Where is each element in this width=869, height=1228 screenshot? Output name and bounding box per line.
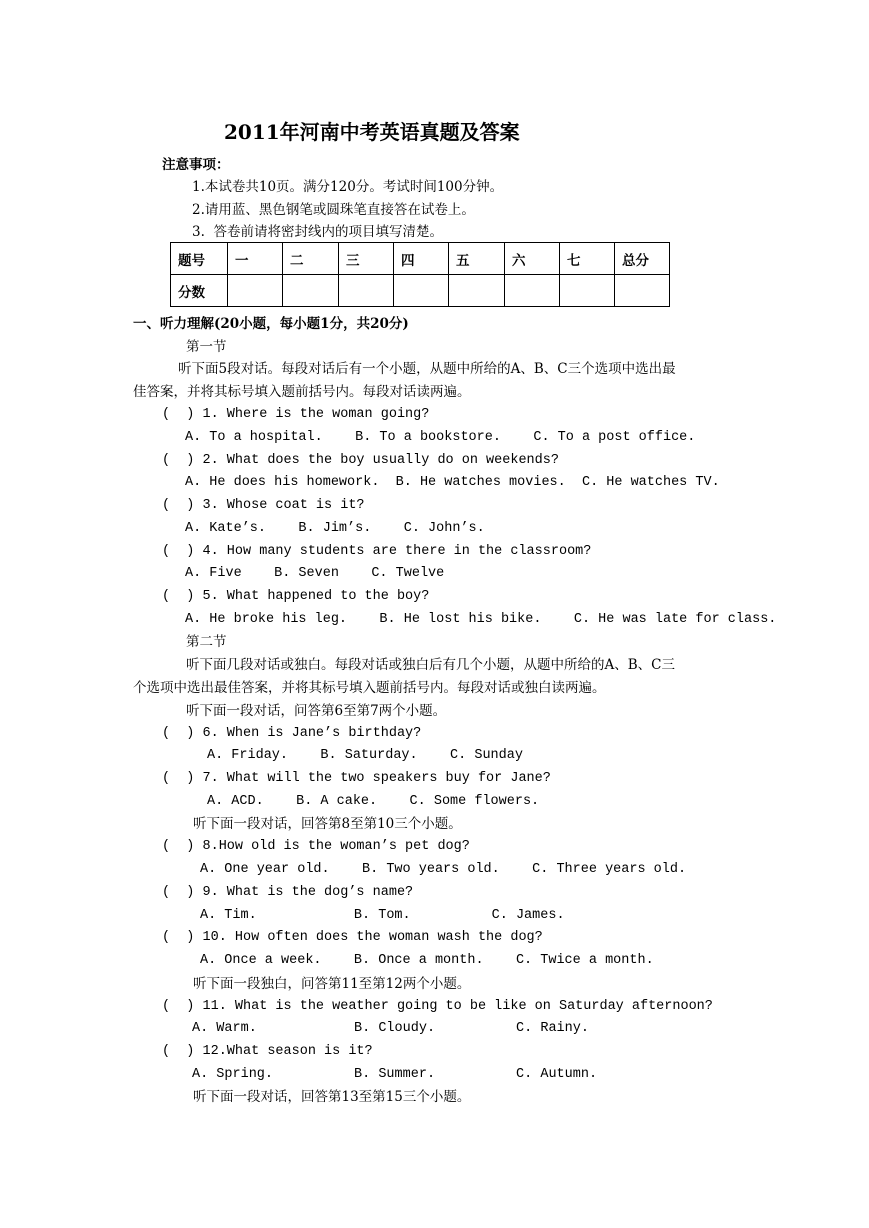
options-line: A. ACD. B. A cake. C. Some flowers. <box>207 794 540 809</box>
score-cell[interactable] <box>394 275 449 307</box>
page-title: 2011年河南中考英语真题及答案 <box>224 120 520 144</box>
score-cell[interactable] <box>283 275 339 307</box>
options-line: A. Tim. B. Tom. C. James. <box>200 908 565 923</box>
note-item: 2.请用蓝、黑色钢笔或圆珠笔直接答在试卷上。 <box>192 202 475 218</box>
options-line: A. He broke his leg. B. He lost his bike. C. He was late for class. <box>185 612 777 627</box>
table-header-cell: 三 <box>339 243 394 275</box>
sub-instruction: 听下面一段对话，问答第6至第7两个小题。 <box>186 703 447 719</box>
note-item: 1.本试卷共10页。满分120分。考试时间100分钟。 <box>192 179 504 195</box>
note-item: 3. 答卷前请将密封线内的项目填写清楚。 <box>192 224 443 240</box>
score-cell[interactable] <box>615 275 670 307</box>
question-line: ( ) 11. What is the weather going to be like on Saturday afternoon? <box>162 999 713 1014</box>
options-line: A. Spring. B. Summer. C. Autumn. <box>192 1067 598 1082</box>
part-label: 第二节 <box>186 634 227 650</box>
options-line: A. Friday. B. Saturday. C. Sunday <box>207 748 523 763</box>
options-line: A. Once a week. B. Once a month. C. Twice a month. <box>200 953 654 968</box>
table-header-cell: 总分 <box>615 243 670 275</box>
notes-heading: 注意事项： <box>162 157 230 173</box>
question-line: ( ) 10. How often does the woman wash the dog? <box>162 930 543 945</box>
table-header-cell: 题号 <box>171 243 228 275</box>
score-cell[interactable] <box>560 275 615 307</box>
options-line: A. To a hospital. B. To a bookstore. C. To a post office. <box>185 430 696 445</box>
question-line: ( ) 5. What happened to the boy? <box>162 589 430 604</box>
score-cell[interactable] <box>339 275 394 307</box>
question-line: ( ) 9. What is the dog’s name? <box>162 885 414 900</box>
options-line: A. Five B. Seven C. Twelve <box>185 566 445 581</box>
instruction-text: 听下面5段对话。每段对话后有一个小题，从题中所给的A、B、C三个选项中选出最 <box>178 361 676 377</box>
question-line: ( ) 4. How many students are there in the classroom? <box>162 544 592 559</box>
question-line: ( ) 7. What will the two speakers buy for Jane? <box>162 771 551 786</box>
sub-instruction: 听下面一段对话，回答第13至第15三个小题。 <box>193 1089 471 1105</box>
table-header-cell: 一 <box>228 243 283 275</box>
score-table-header-row <box>171 243 670 275</box>
section-heading: 一、听力理解(20小题，每小题1分，共20分) <box>133 316 409 332</box>
options-line: A. One year old. B. Two years old. C. Three years old. <box>200 862 687 877</box>
score-cell[interactable] <box>228 275 283 307</box>
question-line: ( ) 8.How old is the woman’s pet dog? <box>162 839 470 854</box>
sub-instruction: 听下面一段对话，回答第8至第10三个小题。 <box>193 816 462 832</box>
instruction-text: 听下面几段对话或独白。每段对话或独白后有几个小题，从题中所给的A、B、C三 <box>186 657 675 673</box>
question-line: ( ) 2. What does the boy usually do on weekends? <box>162 453 559 468</box>
table-header-cell: 六 <box>505 243 560 275</box>
score-table <box>170 242 670 307</box>
score-cell[interactable] <box>505 275 560 307</box>
table-header-cell: 四 <box>394 243 449 275</box>
options-line: A. Warm. B. Cloudy. C. Rainy. <box>192 1021 589 1036</box>
table-header-cell: 二 <box>283 243 339 275</box>
question-line: ( ) 1. Where is the woman going? <box>162 407 430 422</box>
question-line: ( ) 12.What season is it? <box>162 1044 373 1059</box>
instruction-text: 佳答案，并将其标号填入题前括号内。每段对话读两遍。 <box>133 384 471 400</box>
options-line: A. Kate’s. B. Jim’s. C. John’s. <box>185 521 485 536</box>
score-cell[interactable] <box>449 275 505 307</box>
score-table-score-row <box>171 275 670 307</box>
table-header-cell: 五 <box>449 243 505 275</box>
sub-instruction: 听下面一段独白，问答第11至第12两个小题。 <box>193 976 471 992</box>
instruction-text: 个选项中选出最佳答案，并将其标号填入题前括号内。每段对话或独白读两遍。 <box>133 680 606 696</box>
score-row-label: 分数 <box>171 275 228 307</box>
options-line: A. He does his homework. B. He watches movies. C. He watches TV. <box>185 475 720 490</box>
question-line: ( ) 6. When is Jane’s birthday? <box>162 726 422 741</box>
part-label: 第一节 <box>186 339 227 355</box>
question-line: ( ) 3. Whose coat is it? <box>162 498 365 513</box>
table-header-cell: 七 <box>560 243 615 275</box>
